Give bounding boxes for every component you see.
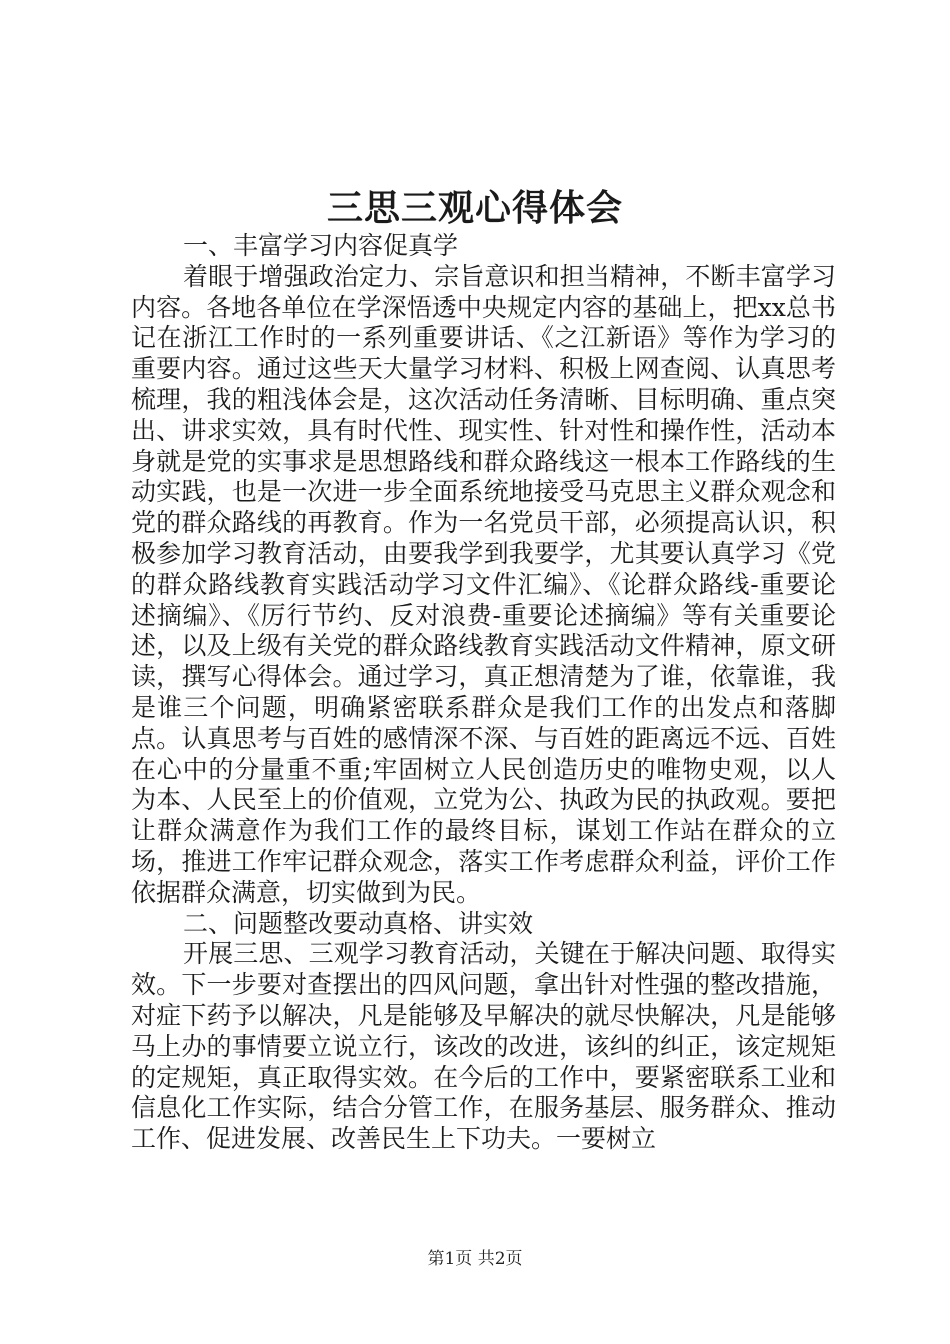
section-heading-1: 一、丰富学习内容促真学 bbox=[183, 231, 459, 260]
section-paragraph-2: 开展三思、三观学习教育活动，关键在于解决问题、取得实效。下一步要对查摆出的四风问题，拿出针对性强的整改措施，对症下药予以解决，凡是能够及早解决的就尽快解决，凡是能够马上办的事情要立说立行，该改的改进，该纠的纠正，该定规矩的定规矩，真正取得实效。在今后的工作中，要紧密联系工业和信息化工作实际，结合分管工作，在服务基层、服务群众、推动工作、促进发展、改善民生上下功夫。一要树立 bbox=[131, 939, 836, 1154]
document-body bbox=[131, 231, 836, 1155]
page-footer: 第1页 共2页 bbox=[427, 1249, 523, 1269]
document-title: 三思三观心得体会 bbox=[326, 187, 623, 229]
section-paragraph-1: 着眼于增强政治定力、宗旨意识和担当精神，不断丰富学习内容。各地各单位在学深悟透中央规定内容的基础上，把xx总书记在浙江工作时的一系列重要讲话、《之江新语》等作为学习的重要内容。通过这些天大量学习材料、积极上网查阅、认真思考梳理，我的粗浅体会是，这次活动任务清晰、目标明确、重点突出、讲求实效，具有时代性、现实性、针对性和操作性，活动本身就是党的实事求是思想路线和群众路线这一根本工作路线的生动实践，也是一次进一步全面系统地接受马克思主义群众观念和党的群众路线的再教育。作为一名党员干部，必须提高认识，积极参加学习教育活动，由要我学到我要学，尤其要认真学习《党的群众路线教育实践活动学习文件汇编》、《论群众路线-重要论述摘编》、《厉行节约、反对浪费-重要论述摘编》等有关重要论述，以及上级有关党的群众路线教育实践活动文件精神，原文研读，撰写心得体会。通过学习，真正想清楚为了谁，依靠谁，我是谁三个问题，明确紧密联系群众是我们工作的出发点和落脚点。认真思考与百姓的感情深不深、与百姓的距离远不远、百姓在心中的分量重不重;牢固树立人民创造历史的唯物史观，以人为本、人民至上的价值观，立党为公、执政为民的执政观。要把让群众满意作为我们工作的最终目标，谋划工作站在群众的立场，推进工作牢记群众观念，落实工作考虑群众利益，评价工作依据群众满意，切实做到为民。 bbox=[131, 261, 836, 907]
section-heading-2: 二、问题整改要动真格、讲实效 bbox=[183, 908, 534, 938]
